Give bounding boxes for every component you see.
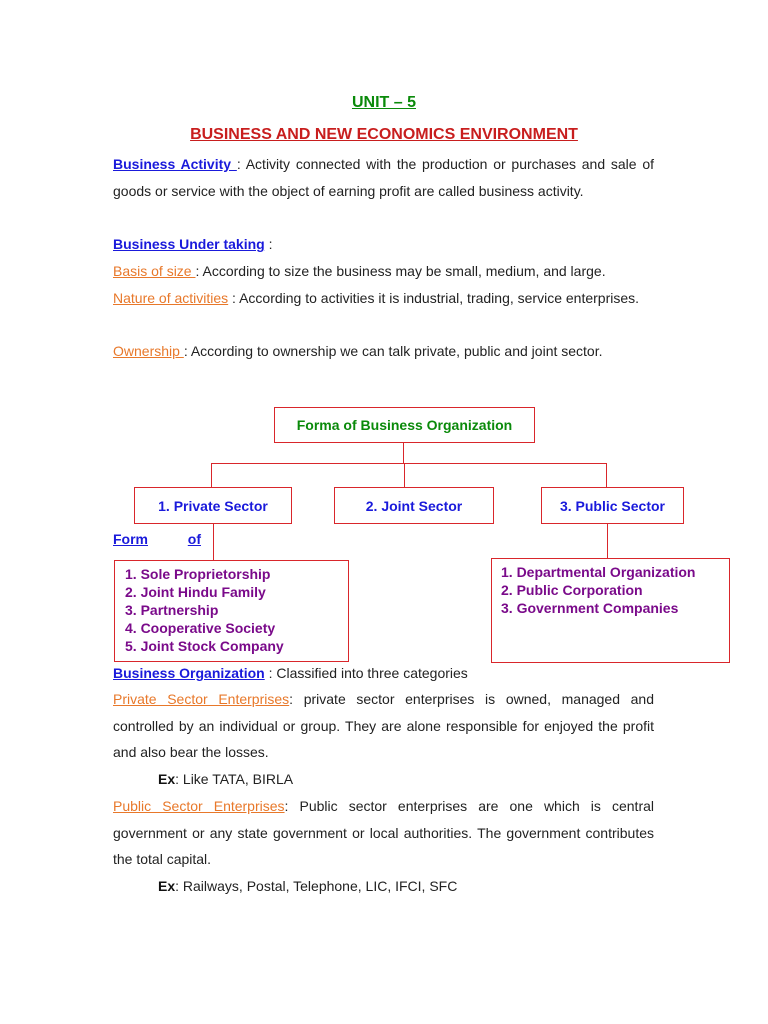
- business-organization-term: Business Organization: [113, 665, 265, 681]
- business-activity-paragraph: [113, 151, 654, 204]
- example-2-text: : Railways, Postal, Telephone, LIC, IFCI, SFC: [175, 878, 458, 894]
- ownership-text: According to ownership we can talk private, public and joint sector.: [190, 343, 603, 359]
- business-undertaking-term: Business Under taking: [113, 236, 265, 252]
- example-1: [158, 771, 293, 787]
- public-form-item: 3. Government Companies: [501, 600, 679, 616]
- chart-root-box: [274, 407, 535, 443]
- public-form-item: 2. Public Corporation: [501, 582, 643, 598]
- business-activity-separator: :: [236, 156, 246, 172]
- public-sector-box: [541, 487, 684, 524]
- private-sector-box: [134, 487, 292, 524]
- example-1-text: : Like TATA, BIRLA: [175, 771, 294, 787]
- private-form-item: 2. Joint Hindu Family: [125, 584, 266, 600]
- connector-joint: [404, 463, 405, 488]
- main-title: BUSINESS AND NEW ECONOMICS ENVIRONMENT: [190, 126, 578, 143]
- business-activity-text: Activity connected with the production or purchases and sale of goods or service with the object of earning profit are called business activity.: [113, 156, 654, 199]
- business-undertaking-paragraph: [113, 231, 654, 258]
- form-of-heading: [113, 531, 201, 547]
- business-organization-paragraph: [113, 660, 654, 687]
- public-sector-enterprises-text: Public sector enterprises are one which is central government or any state government or local authorities. The government contributes the total capital.: [113, 798, 655, 867]
- connector-horizontal: [211, 463, 607, 464]
- ownership-separator: :: [183, 343, 191, 359]
- private-form-item: 5. Joint Stock Company: [125, 638, 284, 654]
- ownership-term: Ownership: [113, 343, 184, 359]
- business-activity-term: Business Activity: [113, 156, 237, 172]
- connector-private-list: [213, 524, 214, 561]
- unit-title: UNIT – 5: [351, 94, 416, 111]
- public-sector-enterprises-term: Public Sector Enterprises: [113, 798, 285, 814]
- form-of-word: Form: [113, 531, 148, 547]
- joint-sector-label: 2. Joint Sector: [365, 497, 463, 514]
- private-sector-enterprises-term: Private Sector Enterprises: [113, 691, 290, 707]
- private-forms-box: [114, 560, 349, 662]
- chart-root-label: Forma of Business Organization: [296, 417, 513, 433]
- connector-public: [606, 463, 607, 488]
- private-form-item: 3. Partnership: [125, 602, 219, 618]
- private-sector-enterprises-paragraph: [113, 686, 654, 766]
- example-1-label: Ex: [158, 771, 176, 787]
- nature-of-activities-term: Nature of activities: [113, 290, 229, 306]
- basis-of-size-separator: :: [195, 263, 203, 279]
- private-sector-enterprises-text: private sector enterprises is owned, managed and controlled by an individual or group. They are alone responsible for enjoyed the profit and also bear the losses.: [113, 691, 655, 760]
- business-organization-text: Classified into three categories: [276, 665, 468, 681]
- ownership-paragraph: [113, 338, 654, 365]
- public-form-item: 1. Departmental Organization: [501, 564, 696, 580]
- form-of-word: of: [187, 531, 201, 547]
- connector-private: [211, 463, 212, 488]
- example-2-label: Ex: [158, 878, 176, 894]
- public-sector-label: 3. Public Sector: [559, 497, 666, 514]
- connector-root-down: [403, 443, 404, 464]
- joint-sector-box: [334, 487, 494, 524]
- business-organization-separator: :: [264, 665, 277, 681]
- public-sector-enterprises-separator: :: [284, 798, 300, 814]
- nature-of-activities-text: According to activities it is industrial, trading, service enterprises.: [239, 290, 640, 306]
- example-2: [158, 878, 457, 894]
- public-forms-box: [491, 558, 730, 663]
- nature-of-activities-separator: :: [228, 290, 240, 306]
- basis-of-size-paragraph: [113, 258, 654, 285]
- business-undertaking-separator: :: [264, 236, 273, 252]
- private-form-item: 1. Sole Proprietorship: [125, 566, 271, 582]
- private-form-item: 4. Cooperative Society: [125, 620, 276, 636]
- private-sector-label: 1. Private Sector: [158, 497, 268, 514]
- private-sector-enterprises-separator: :: [289, 691, 304, 707]
- basis-of-size-text: According to size the business may be small, medium, and large.: [202, 263, 606, 279]
- basis-of-size-term: Basis of size: [113, 263, 196, 279]
- nature-of-activities-paragraph: [113, 285, 654, 312]
- connector-public-list: [607, 524, 608, 559]
- public-sector-enterprises-paragraph: [113, 793, 654, 873]
